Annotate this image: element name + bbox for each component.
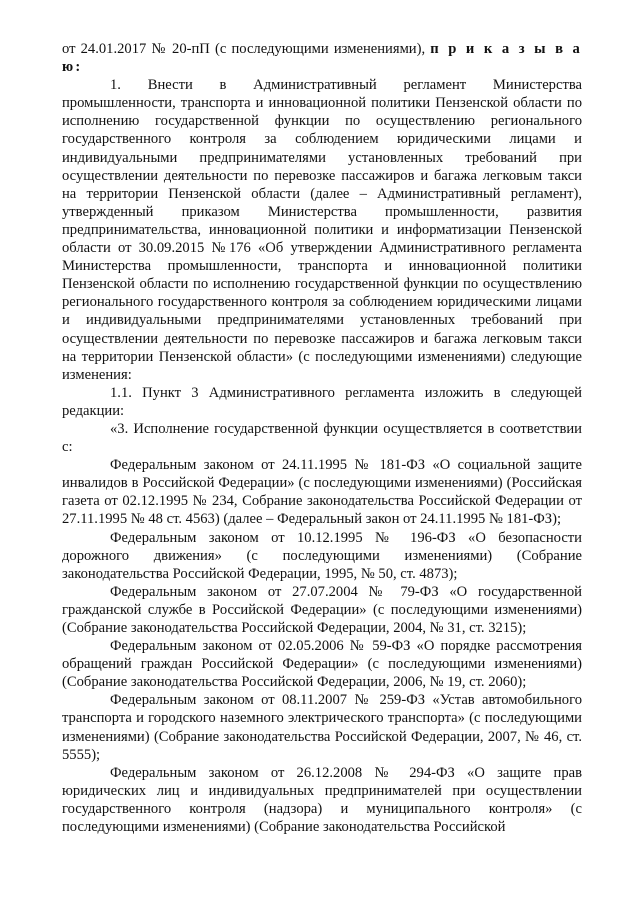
- paragraph-amendment-intro: 1. Внести в Административный регламент Министерства промышленности, транспорта и инновационной политики Пензенской области по исполнению государственной функции по осуществлению регионального государственного контроля за соблюдением юридическими лицами и индивидуальными предпринимателями установленных требований при осуществлении деятельности по перевозке пассажиров и багажа легковым такси на территории Пензенской области (далее – Административный регламент), утвержденный приказом Министерства промышленности, развития предпринимательства, инновационной политики и информатизации Пензенской области от 30.09.2015 №176 «Об утверждении Административного регламента Министерства промышленности, транспорта и инновационной политики Пензенской области по исполнению государственной функции по осуществлению регионального государственного контроля за соблюдением юридическими лицами и индивидуальными предпринимателями установленных требований при осуществлении деятельности по перевозке пассажиров и багажа легковым такси на территории Пензенской области» (с последующими изменениями) следующие изменения:: [62, 77, 582, 383]
- paragraph-law-59: Федеральным законом от 02.05.2006 № 59-ФЗ «О порядке рассмотрения обращений граждан Российской Федерации» (с последующими изменениями) (Собрание законодательства Российской Федерации, 2006, № 19, ст. 2060);: [62, 638, 582, 691]
- paragraph-law-259: Федеральным законом от 08.11.2007 № 259-ФЗ «Устав автомобильного транспорта и городского наземного электрического транспорта» (с последующими изменениями) (Собрание законодательства Российской Федерации, 2007, № 46, ст. 5555);: [62, 692, 582, 763]
- paragraph-law-294: Федеральным законом от 26.12.2008 № 294-ФЗ «О защите прав юридических лиц и индивидуальных предпринимателей при осуществлении государственного контроля (надзора) и муниципального контроля» (с последующими изменениями) (Собрание законодательства Российской: [62, 764, 582, 836]
- paragraph-law-79: Федеральным законом от 27.07.2004 № 79-ФЗ «О государственной гражданской службе в Российской Федерации» (с последующими изменениями) (Собрание законодательства Российской Федерации, 2004, № 31, ст. 3215);: [62, 583, 582, 636]
- paragraph-law-181: Федеральным законом от 24.11.1995 № 181-ФЗ «О социальной защите инвалидов в Российской Федерации» (с последующими изменениями) (Российская газета от 02.12.1995 № 234, Собрание законодательства Российской Федерации от 27.11.1995 № 48 ст. 4563) (далее – Федеральный закон от 24.11.1995 № 181-ФЗ);: [62, 457, 582, 528]
- lead-line: [62, 40, 582, 76]
- paragraph-item-1-1: 1.1. Пункт 3 Административного регламента изложить в следующей редакции:: [62, 384, 582, 419]
- order-word: п р и к а з ы в а ю:: [62, 41, 582, 76]
- lead-text: от 24.01.2017 № 20-пП (с последующими изменениями),: [62, 41, 431, 57]
- paragraph-law-196: Федеральным законом от 10.12.1995 № 196-ФЗ «О безопасности дорожного движения» (с последующими изменениями) (Собрание законодательства Российской Федерации, 1995, № 50, ст. 4873);: [62, 529, 582, 582]
- paragraph-item-3: «3. Исполнение государственной функции осуществляется в соответствии с:: [62, 420, 582, 456]
